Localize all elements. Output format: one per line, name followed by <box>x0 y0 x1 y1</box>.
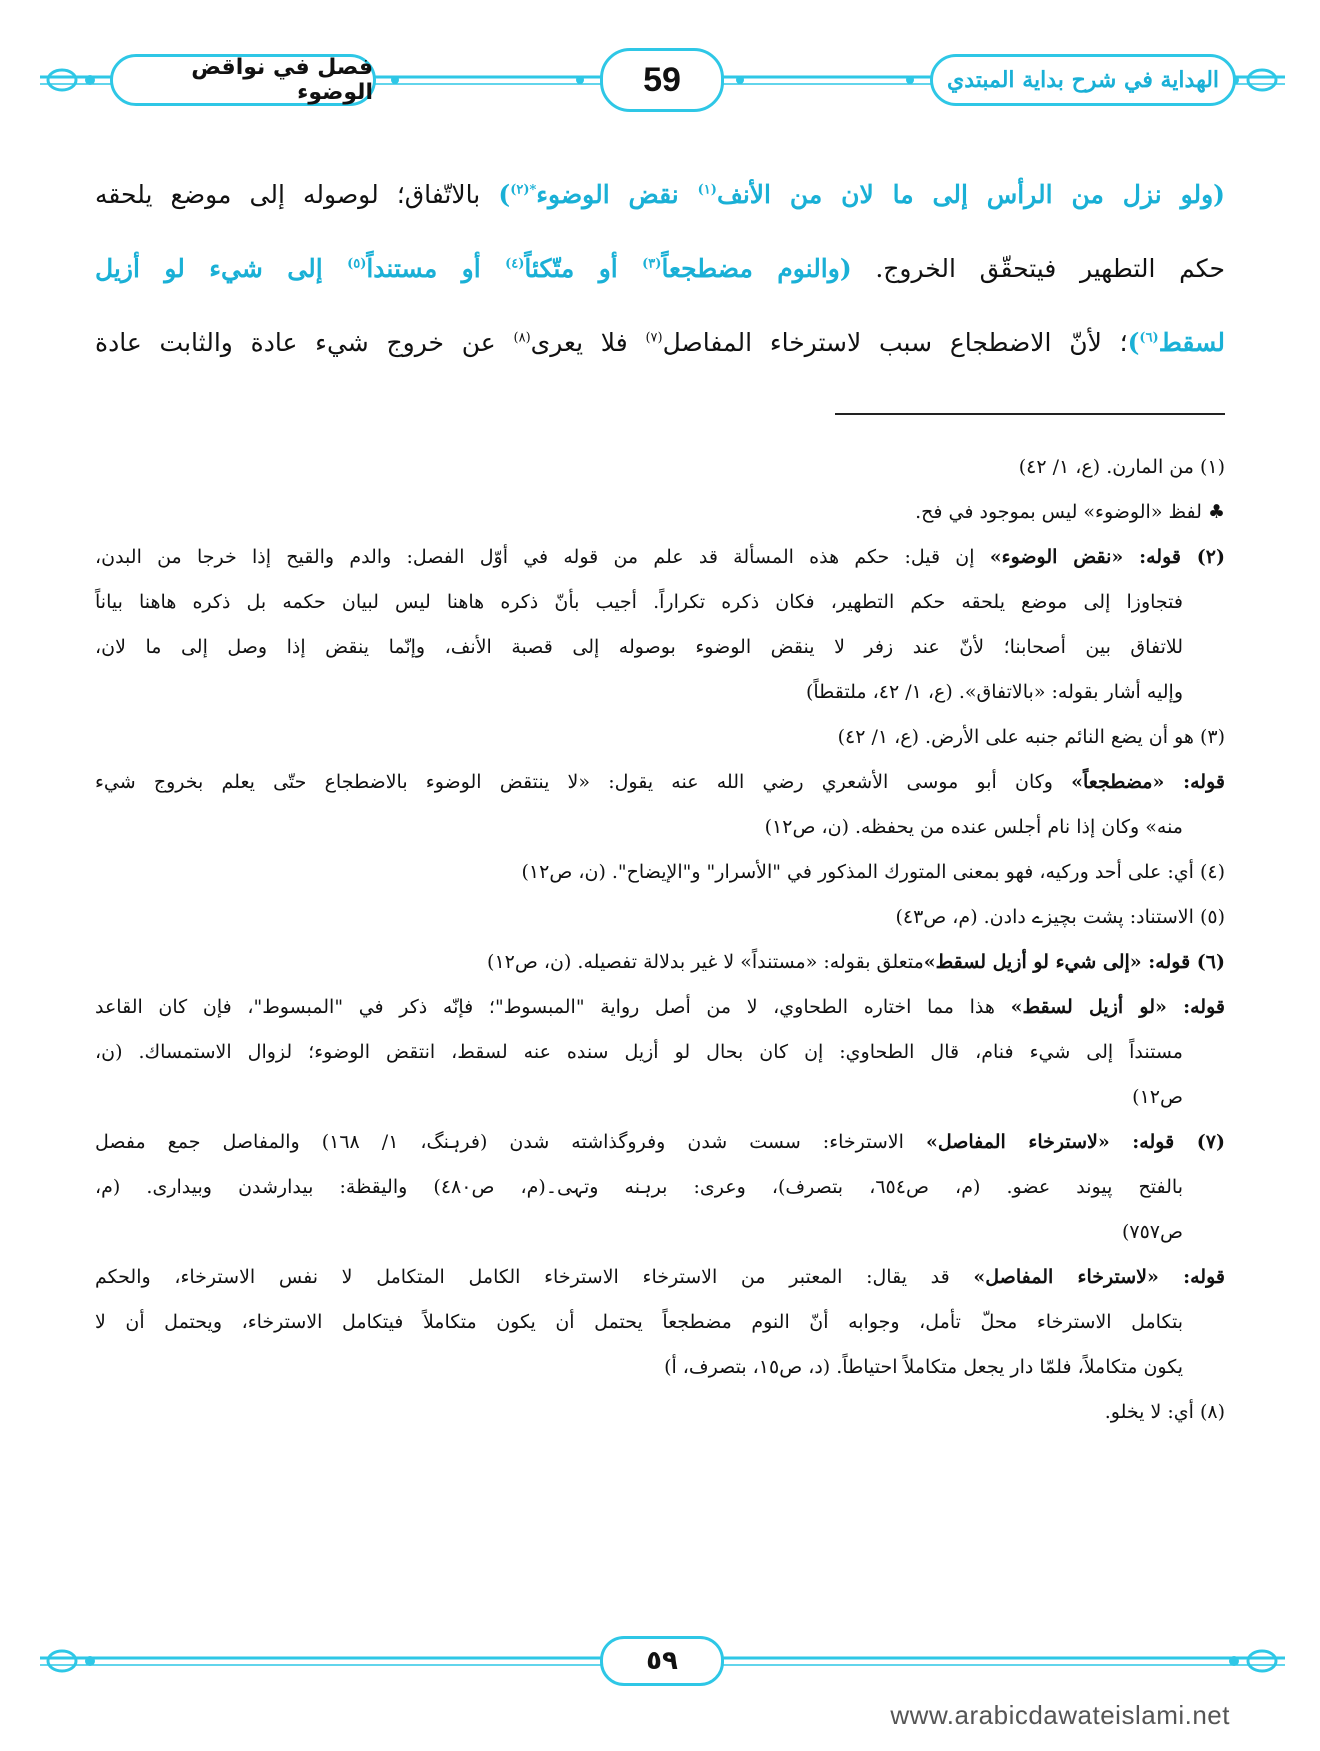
matn-text: ) <box>498 180 511 209</box>
main-line-1 <box>95 158 1225 232</box>
footnote-text: إن قيل: حكم هذه المسألة قد علم من قوله في أوّل الفصل: والدم والقيح إذا خرجا من البدن، <box>95 546 990 568</box>
page-header <box>0 44 1320 114</box>
footnote-text: قد يقال: المعتبر من الاسترخاء الاسترخاء الكامل المتكامل لا نفس الاسترخاء، والحكم <box>95 1266 974 1288</box>
footnote-7-line: ص٧٥٧) <box>1121 1221 1183 1243</box>
footnote-lemma: (٧) قوله: «لاسترخاء المفاصل» <box>925 1131 1225 1153</box>
note-line <box>95 1255 1225 1300</box>
footnote-lemma: (٢) قوله: «نقض الوضوء» <box>989 546 1225 568</box>
footnote-lemma: قوله: «لاسترخاء المفاصل» <box>973 1266 1225 1288</box>
commentary-text: بالاتّفاق؛ لوصوله إلى موضع يلحقه <box>95 180 499 209</box>
footnotes <box>95 445 1225 1435</box>
footnote-8: (٨) أي: لا يخلو. <box>1104 1401 1225 1423</box>
chapter-title: فصل في نواقض الوضوء <box>110 54 376 106</box>
footnote-3: (٣) هو أن يضع النائم جنبه على الأرض. (ع، ١/ ٤٢) <box>837 726 1225 748</box>
note-line <box>95 760 1225 805</box>
footnote-7-line: بالفتح پيوند عضو. (م، ص٦٥٤، بتصرف)، وعرى: برہنه وتہی۔(م، ص٤٨٠) واليقظة: بيدارشدن وبيدارى. (م، <box>95 1176 1183 1198</box>
footnote-ref[interactable]: (٤) <box>505 256 525 272</box>
footnote-star: ♣ لفظ «الوضوء» ليس بموجود في فح. <box>915 501 1225 523</box>
note-line <box>95 985 1225 1030</box>
matn-text: لسقط <box>1158 328 1225 357</box>
website-link[interactable]: www.arabicdawateislami.net <box>890 1700 1230 1730</box>
footnote-lemma: قوله: «مضطجعاً» <box>1071 771 1225 793</box>
page-number: 59 <box>600 48 724 112</box>
matn-text: (والنوم مضطجعاً <box>661 254 852 283</box>
matn-text: (ولو نزل من الرأس إلى ما لان من الأنف <box>716 180 1225 209</box>
commentary-text: عن خروج شيء عادة والثابت عادة <box>95 328 514 357</box>
footnote-ref[interactable]: (١) <box>697 182 717 198</box>
footnote-text: الاسترخاء: سست شدن وفروگذاشته شدن (فرہنگ، ١/ ١٦٨) والمفاصل جمع مفصل <box>95 1131 926 1153</box>
footer-page-number: ٥٩ <box>600 1636 724 1686</box>
note-line: ص١٢) <box>1132 1086 1183 1108</box>
footnote-2-line: وإليه أشار بقوله: «بالاتفاق». (ع، ١/ ٤٢، ملتقطاً) <box>805 681 1183 703</box>
footnote-6 <box>95 940 1225 985</box>
commentary-text: ؛ لأنّ الاضطجاع سبب لاسترخاء المفاصل <box>662 328 1128 357</box>
footnote-ref[interactable]: (٥) <box>347 256 367 272</box>
commentary-text: حكم التطهير فيتحقّق الخروج. <box>851 254 1226 283</box>
main-text <box>95 158 1225 380</box>
note-line: بتكامل الاسترخاء محلّ تأمل، وجوابه أنّ النوم مضطجعاً يحتمل أن يكون متكاملاً فيتكامل الاسترخاء، ويحتمل أن لا <box>95 1311 1183 1333</box>
footnote-4: (٤) أي: على أحد وركيه، فهو بمعنى المتورك المذكور في "الأسرار" و"الإيضاح". (ن، ص١٢) <box>521 861 1225 883</box>
footnote-ref[interactable]: *(٢) <box>510 182 537 198</box>
footnote-2-line: للاتفاق بين أصحابنا؛ لأنّ عند زفر لا ينقض الوضوء بوصوله إلى قصبة الأنف، وإنّما ينقض إذا وصل إلى ما لان، <box>95 636 1183 658</box>
page-footer <box>0 1630 1320 1690</box>
footnote-5: (٥) الاستناد: پشت بچيزے دادن. (م، ص٤٣) <box>895 906 1225 928</box>
footnote-2-line: فتجاوزا إلى موضع يلحقه حكم التطهير، فكان ذكره تكراراً. أجيب بأنّ ذكره هاهنا ليس لبيان حكمه بل ذكره هاهنا بياناً <box>95 591 1183 613</box>
footnote-2-line <box>95 535 1225 580</box>
matn-text: ) <box>1127 328 1140 357</box>
footnote-lemma: (٦) قوله: «إلى شيء لو أزيل لسقط» <box>923 951 1225 973</box>
book-title: الهداية في شرح بداية المبتدي <box>930 54 1236 106</box>
footnote-1: (١) من المارن. (ع، ١/ ٤٢) <box>1018 456 1225 478</box>
footnote-text: وكان أبو موسى الأشعري رضي الله عنه يقول: «لا ينتقض الوضوء بالاضطجاع حتّى يعلم بخروج شيء <box>95 771 1072 793</box>
matn-text: نقض الوضوء <box>536 180 698 209</box>
footnote-ref[interactable]: (٣) <box>642 256 662 272</box>
commentary-text: فلا يعرى <box>530 328 646 357</box>
main-line-3 <box>95 306 1225 380</box>
footnote-ref[interactable]: (٦) <box>1139 330 1159 346</box>
footnote-text: متعلق بقوله: «مستنداً» لا غير بدلالة تفصيله. (ن، ص١٢) <box>487 951 924 973</box>
footnote-ref[interactable]: (٨) <box>513 330 531 346</box>
main-line-2 <box>95 232 1225 306</box>
footnote-lemma: قوله: «لو أزيل لسقط» <box>1010 996 1225 1018</box>
footnote-7-line <box>95 1120 1225 1165</box>
footnote-ref[interactable]: (٧) <box>645 330 663 346</box>
footnote-separator <box>835 413 1225 415</box>
note-line: منه» وكان إذا نام أجلس عنده من يحفظه. (ن، ص١٢) <box>764 816 1183 838</box>
matn-text: إلى شيء لو أزيل <box>95 254 348 283</box>
matn-text: أو مستنداً <box>366 254 506 283</box>
note-line: مستنداً إلى شيء فنام، قال الطحاوي: إن كان بحال لو أزيل سنده عنه لسقط، انتقض الوضوء؛ لزوال الاستمساك. (ن، <box>95 1041 1183 1063</box>
matn-text: أو متّكئاً <box>524 254 643 283</box>
footnote-text: هذا مما اختاره الطحاوي، لا من أصل رواية "المبسوط"؛ فإنّه ذكر في "المبسوط"، فإن كان القاعد <box>95 996 1011 1018</box>
note-line: يكون متكاملاً، فلمّا دار يجعل متكاملاً احتياطاً. (د، ص١٥، بتصرف، أ) <box>664 1356 1183 1378</box>
